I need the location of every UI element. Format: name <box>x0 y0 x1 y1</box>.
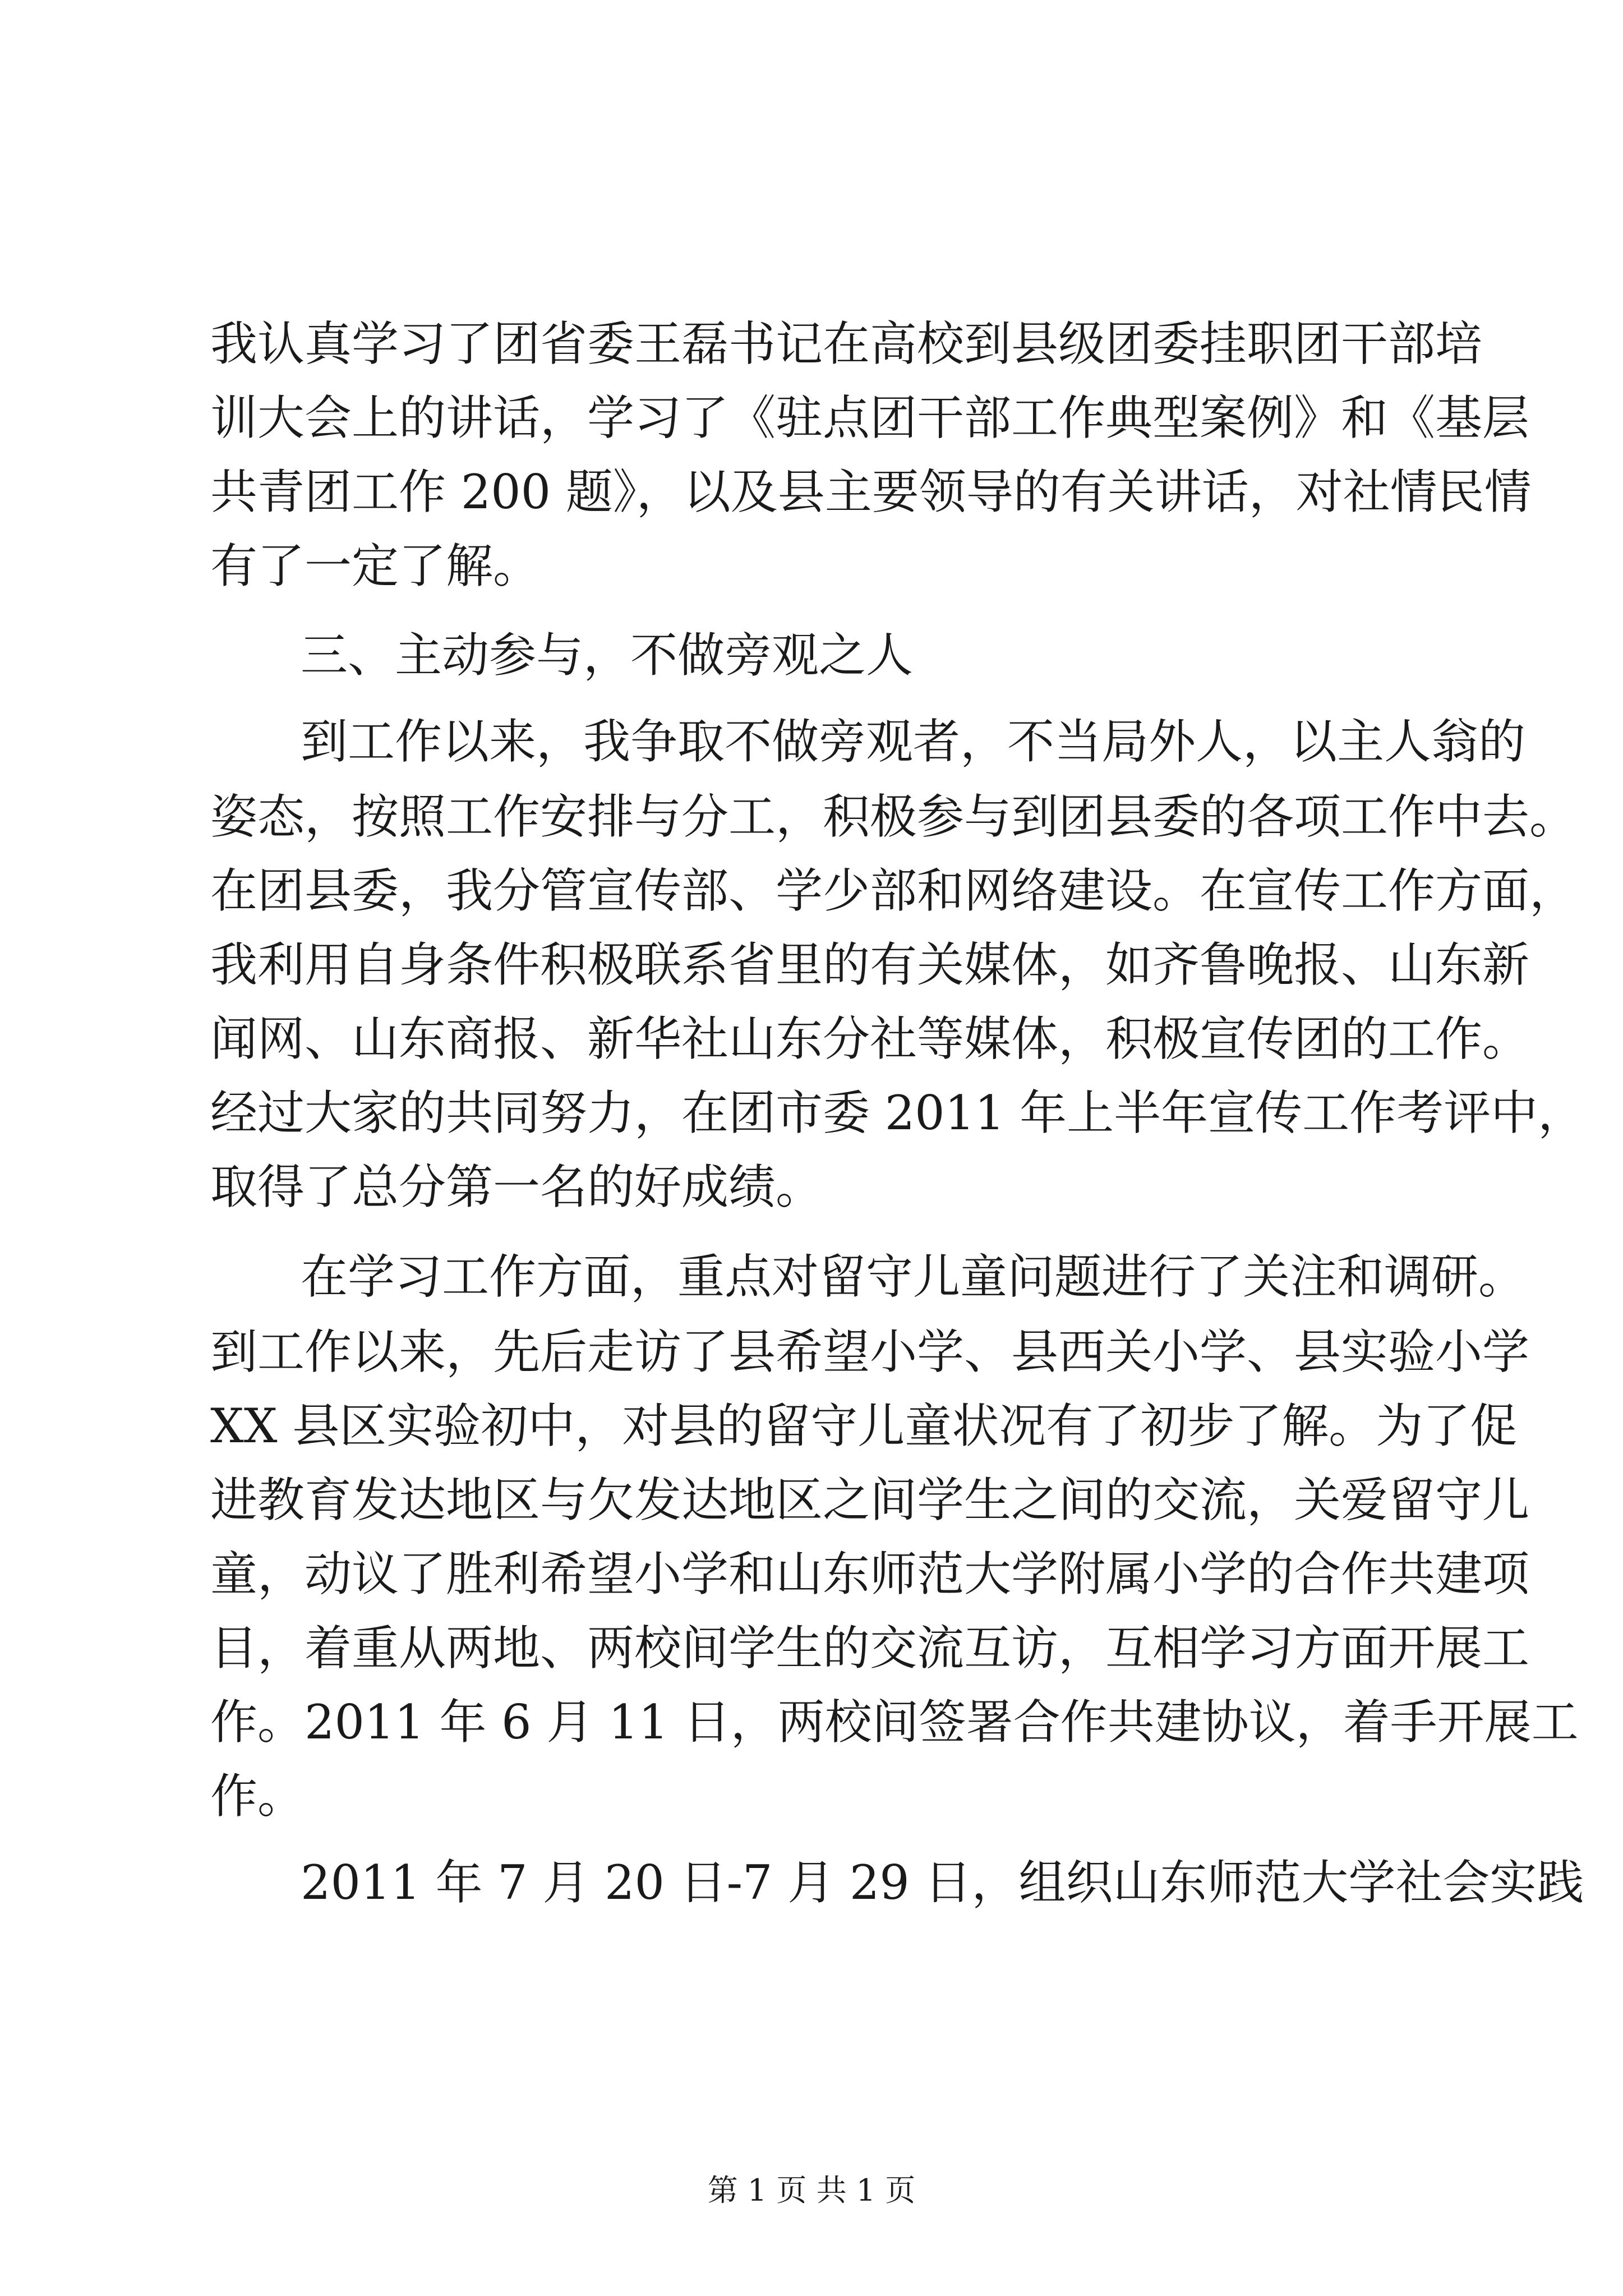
section-heading: 三、主动参与，不做旁观之人 <box>301 628 914 683</box>
text-line: 作。 <box>210 1769 305 1824</box>
text-line: 目，着重从两地、两校间学生的交流互访，互相学习方面开展工 <box>210 1621 1530 1676</box>
text-line: 我利用自身条件积极联系省里的有关媒体，如齐鲁晚报、山东新 <box>210 937 1530 992</box>
text-line: 闻网、山东商报、新华社山东分社等媒体，积极宣传团的工作。 <box>210 1011 1530 1066</box>
text-line: 到工作以来，我争取不做旁观者，不当局外人，以主人翁的 <box>301 714 1526 769</box>
page-footer: 第 1 页 共 1 页 <box>707 2173 916 2208</box>
text-line: 共青团工作 200 题》，以及县主要领导的有关讲话，对社情民情 <box>210 464 1532 519</box>
text-line: 作。2011 年 6 月 11 日，两校间签署合作共建协议，着手开展工 <box>210 1695 1579 1750</box>
text-line: 2011 年 7 月 20 日-7 月 29 日，组织山东师范大学社会实践 <box>301 1855 1584 1910</box>
text-line: 姿态，按照工作安排与分工，积极参与到团县委的各项工作中去。 <box>210 789 1577 844</box>
text-line: 童，动议了胜利希望小学和山东师范大学附属小学的合作共建项 <box>210 1547 1530 1602</box>
text-line: 取得了总分第一名的好成绩。 <box>210 1159 823 1214</box>
text-line: 在团县委，我分管宣传部、学少部和网络建设。在宣传工作方面， <box>210 863 1577 918</box>
text-line: 在学习工作方面，重点对留守儿童问题进行了关注和调研。 <box>301 1249 1526 1304</box>
text-line: 有了一定了解。 <box>210 539 541 593</box>
text-line: 到工作以来，先后走访了县希望小学、县西关小学、县实验小学 <box>210 1324 1530 1379</box>
text-line: 我认真学习了团省委王磊书记在高校到县级团委挂职团干部培 <box>210 316 1483 371</box>
text-line: 经过大家的共同努力，在团市委 2011 年上半年宣传工作考评中， <box>210 1085 1585 1140</box>
text-line: 训大会上的讲话，学习了《驻点团干部工作典型案例》和《基层 <box>210 390 1530 445</box>
text-line: XX 县区实验初中，对县的留守儿童状况有了初步了解。为了促 <box>210 1398 1518 1453</box>
text-line: 进教育发达地区与欠发达地区之间学生之间的交流，关爱留守儿 <box>210 1473 1530 1527</box>
